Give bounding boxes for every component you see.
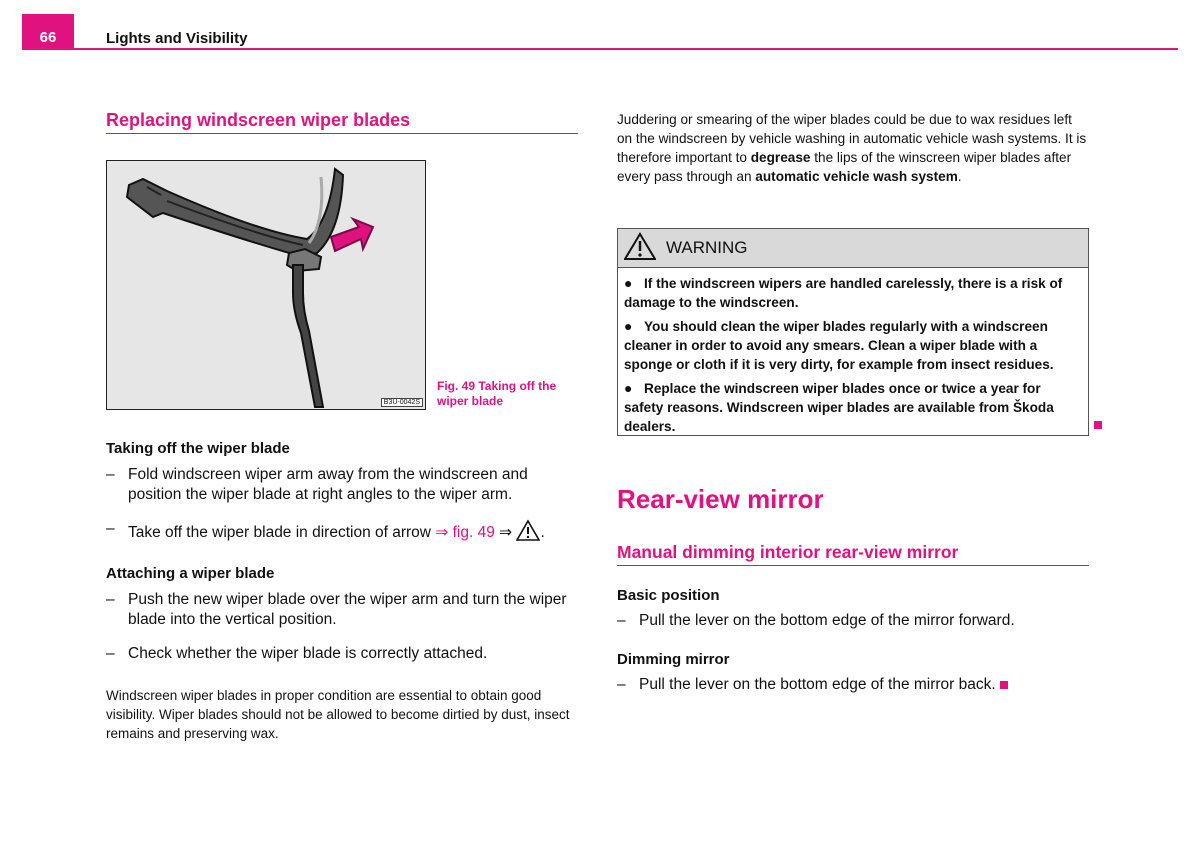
right-column xyxy=(617,110,1089,693)
wiper-note: Windscreen wiper blades in proper condition are essential to obtain good visibility. Wiper blades should not be allowed to become dirtied by dust, insect remains and preserving wax. xyxy=(106,688,570,741)
section-title-wiper: Replacing windscreen wiper blades xyxy=(106,110,578,134)
taking-off-step-1: – Fold windscreen wiper arm away from the windscreen and position the wiper blade at right angles to the wiper arm. xyxy=(106,466,528,503)
left-column xyxy=(106,110,578,743)
fig-49-link[interactable]: ⇒ fig. 49 xyxy=(435,524,495,541)
warning-triangle-icon[interactable] xyxy=(516,519,540,547)
section-end-marker xyxy=(1094,421,1102,429)
juddering-paragraph: Juddering or smearing of the wiper blades could be due to wax residues left on the windscreen by vehicle washing in automatic vehicle wash systems. It is therefore important to degrease the lips of the winscreen wiper blades after every pass through an automatic vehicle wash system. xyxy=(617,112,1087,184)
dimming-mirror-subtitle: Manual dimming interior rear-view mirror xyxy=(617,542,1089,566)
taking-off-heading: Taking off the wiper blade xyxy=(106,440,290,457)
dimming-mirror-heading: Dimming mirror xyxy=(617,651,730,668)
basic-position-heading: Basic position xyxy=(617,587,720,604)
basic-position-step: – Pull the lever on the bottom edge of the mirror forward. xyxy=(617,612,1015,629)
attaching-step-2: – Check whether the wiper blade is correctly attached. xyxy=(106,645,488,662)
warning-item: ● Replace the windscreen wiper blades once or twice a year for safety reasons. Windscreen wiper blades are available from Škoda dealers. xyxy=(624,380,1054,434)
warning-item: ● You should clean the wiper blades regularly with a windscreen cleaner in order to avoid any smears. Clean a wiper blade with a sponge or cloth if it is very dirty, for example from insect residues. xyxy=(624,318,1054,372)
warning-title: WARNING xyxy=(666,238,748,257)
figure-wiper-illustration xyxy=(106,160,426,410)
warning-ref-arrow: ⇒ xyxy=(499,524,513,541)
page-number-box xyxy=(22,14,74,50)
page-number: 66 xyxy=(39,28,57,46)
figure-caption: Fig. 49 Taking off the wiper blade xyxy=(437,379,557,408)
warning-header xyxy=(618,229,1088,268)
wiper-blade-illustration xyxy=(107,161,425,409)
warning-box xyxy=(617,228,1089,436)
header-rule xyxy=(22,48,1178,50)
attaching-heading: Attaching a wiper blade xyxy=(106,565,275,582)
attaching-step-1: – Push the new wiper blade over the wiper arm and turn the wiper blade into the vertical position. xyxy=(106,591,567,628)
rear-view-mirror-title: Rear-view mirror xyxy=(617,484,824,514)
warning-body xyxy=(618,268,1088,436)
warning-item: ● If the windscreen wipers are handled carelessly, there is a risk of damage to the windscreen. xyxy=(624,275,1063,310)
figure-code: B3U-0042S xyxy=(381,398,423,407)
figure-49 xyxy=(106,160,578,410)
taking-off-step-2: – Take off the wiper blade in direction of arrow ⇒ fig. 49 ⇒ . xyxy=(106,519,578,547)
warning-triangle-icon xyxy=(624,232,656,265)
section-end-marker xyxy=(1000,681,1008,689)
dimming-mirror-step: – Pull the lever on the bottom edge of the mirror back. xyxy=(617,675,1089,695)
chapter-title: Lights and Visibility xyxy=(106,30,248,47)
